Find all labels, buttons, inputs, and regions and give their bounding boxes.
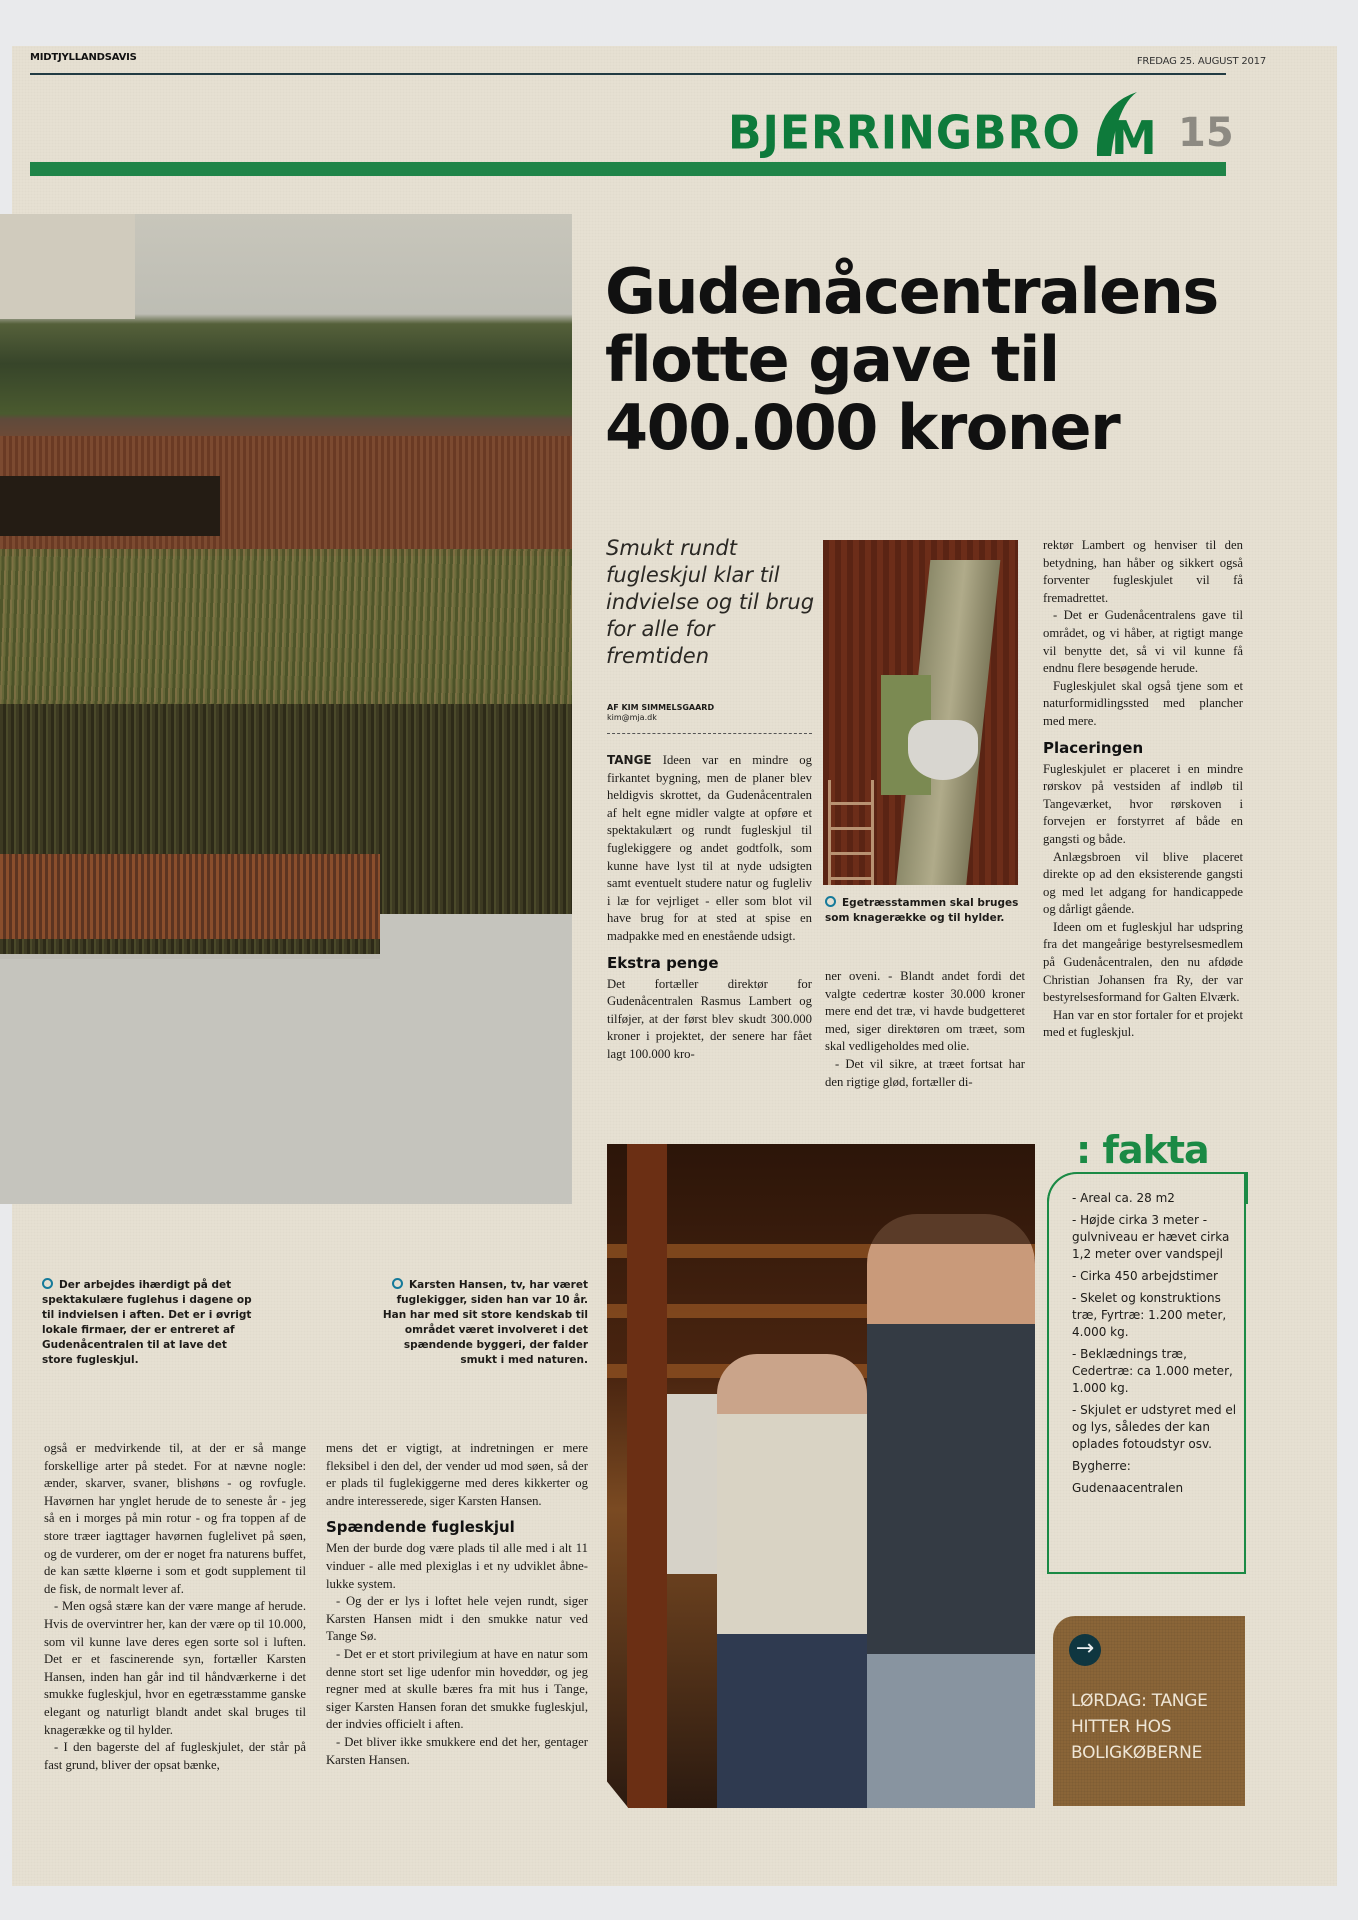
teaser-text[interactable]: LØRDAG: TANGE HITTER HOS BOLIGKØBERNE (1071, 1691, 1208, 1763)
oak-trunk-photo (823, 540, 1018, 885)
deck-subtitle: Smukt rundt fugleskjul klar til indvielse og til brug for alle for fremtiden (606, 536, 815, 668)
svg-text:M: M (1111, 111, 1157, 160)
headline: Gudenåcentralens flotte gave til 400.000 kroner (605, 255, 1218, 464)
main-photo-caption: Der arbejdes ihærdigt på det spektakulære fuglehus i dagene op til indvielsen i aften. Det er i øvrigt lokale firmaer, der er entreret af Gudenåcentralen til at lave det store fugleskjul. (42, 1279, 252, 1366)
article-column-1: TANGE Ideen var en mindre og firkantet bygning, men de planer blev heldigvis skrottet, da Gudenåcentralen af helt egne midler valgte at opføre et spektakulært og rundt fugleskjul til fuglekiggere og andet godtfolk, som kunne have lyst til at nyde udsigten samt eventuelt studere natur og fugleliv i læ for vejrliget - eller som blot vil have brug for at sted at spise en madpakke med en enestående udsigt. Ekstra penge Det fortæller direktør for Gudenåcentralen Rasmus Lambert og tilføjer, at der først blev skudt 300.000 kroner i projektet, der senere har fået lagt 100.000 kro- (607, 753, 812, 1061)
arrow-right-icon[interactable]: → (1069, 1634, 1101, 1666)
fakta-item: - Skjulet er udstyret med el og lys, således der kan oplades fotoudstyr osv. (1072, 1403, 1237, 1451)
subhead-spaendende-fugleskjul: Spændende fugleskjul (326, 1518, 515, 1537)
lower-column-1: også er medvirkende til, at der er så mange forskellige arter på stedet. For at nævne nogle: ænder, skarver, svaner, blishøns - og rovfugle. Havørnen har ynglet herude de to seneste år - jeg så en i morges på min rotur - og fra toppen af de store træer iagttager havørnen fuglelivet på søen, og de vurderer, om der er noget fra naturens buffet, de kan sætte kløerne i som et godt supplement til de fisk, de normalt lever af. - Men også stære kan der være mange af herude. Hvis de overvintrer her, kan der være op til 10.000, som vil kunne lave deres egen sorte sol i luften. Det er et fascinerende syn, fortæller Karsten Hansen, inden han går ind til håndværkerne i det smukke fugleskjul, hvor en egetræsstamme ganske elegant og naturligt blandt andet skal bruges til knagerække og til hylder. - I den bagerste del af fugleskjulet, der står på fast grund, bliver der opsat bænke, (44, 1441, 306, 1772)
fakta-item: - Areal ca. 28 m2 (1072, 1191, 1175, 1205)
byline-email[interactable]: kim@mja.dk (607, 713, 657, 722)
tree-photo-caption: Egetræsstammen skal bruges som knagerække og til hylder. (825, 897, 1019, 924)
page-number: 15 (1178, 110, 1234, 156)
paper-name: MIDTJYLLANDSAVIS (30, 52, 137, 63)
section-title: BJERRINGBRO (728, 106, 1081, 161)
top-rule (30, 73, 1226, 75)
bird-hide-lake-photo (0, 214, 572, 1204)
people-photo-caption: Karsten Hansen, tv, har været fuglekigger, siden han var 10 år. Han har med sit store kendskab til området været involveret i det spændende byggeri, der falder smukt i med naturen. (382, 1279, 588, 1366)
fakta-list (1072, 1190, 1237, 1502)
dateline: TANGE (607, 753, 652, 767)
midtjyllands-logo-icon (1087, 86, 1157, 160)
subhead-ekstra-penge: Ekstra penge (607, 953, 719, 972)
byline-author: AF KIM SIMMELSGAARD (607, 703, 715, 712)
fakta-item: Bygherre: (1072, 1459, 1131, 1473)
karsten-hansen-photo (607, 1144, 1035, 1808)
byline (607, 703, 714, 723)
caption-bullet-icon (392, 1278, 403, 1289)
fakta-title: : fakta (1076, 1128, 1209, 1172)
fakta-item: - Beklædnings træ, Cedertræ: ca 1.000 meter, 1.000 kg. (1072, 1347, 1233, 1395)
article-column-2: ner oveni. - Blandt andet fordi det valgte cedertræ koster 30.000 kroner mere end det træ, vi havde budgetteret med, siger direktøren om træet, som skal vedligeholdes med olie. - Det vil sikre, at træet fortsat har den rigtige glød, fortæller di- (825, 969, 1025, 1089)
issue-date: FREDAG 25. AUGUST 2017 (1136, 56, 1266, 67)
fakta-item: - Cirka 450 arbejdstimer (1072, 1269, 1218, 1283)
fakta-item: Gudenaacentralen (1072, 1481, 1184, 1495)
article-column-3: rektør Lambert og henviser til den betydning, han håber og sikkert også forventer fugleskjulet vil få fremadrettet. - Det er Gudenåcentralens gave til området, og vi håber, at rigtigt mange vil benytte det, så vi vil kunne få endnu flere besøgende herude. Fugleskjulet skal også tjene som et naturformidlingssted med plancher med mere. Placeringen Fugleskjulet er placeret i en mindre rørskov på vestsiden af indløb til Tangeværket, hvor rørskoven i forvejen er forstyrret af både en gangsti og både. Anlægsbroen vil blive placeret direkte op ad den eksisterende gangsti og med let adgang for handicappede og dårligt gående. Ideen om et fugleskjul har udspring fra det mangeårige bestyrelsesmedlem på Gudenåcentralen, den nu afdøde Christian Johansen fra Ry, der var bestyrelsesformand for Galten Elværk. Han var en stor fortaler for et projekt med et fugleskjul. (1043, 538, 1243, 1040)
caption-bullet-icon (42, 1278, 53, 1289)
subhead-placeringen: Placeringen (1043, 738, 1144, 757)
fakta-item: - Højde cirka 3 meter - gulvniveau er hævet cirka 1,2 meter over vandspejl (1072, 1213, 1230, 1261)
byline-divider (607, 733, 812, 734)
caption-bullet-icon (825, 896, 836, 907)
section-bar (30, 162, 1226, 176)
lower-column-2: mens det er vigtigt, at indretningen er mere fleksibel i den del, der vender ud mod søen, så der er plads til fuglekiggerne med deres kikkerter og andre interesserede, siger Karsten Hansen. Spændende fugleskjul Men der burde dog være plads til alle med i alt 11 vinduer - alle med plexiglas i et ny udviklet åbne-lukke system. - Og der er lys i loftet hele vejen rundt, siger Karsten Hansen midt i den smukke natur ved Tange Sø. - Det er et stort privilegium at have en natur som denne stort set lige udenfor min hoveddør, og jeg regner med at skulle bæres fra mit hus i Tange, siger Karsten Hansen foran det smukke fugleskjul, der indvies officielt i aften. - Det bliver ikke smukkere end det her, gentager Karsten Hansen. (326, 1441, 588, 1767)
fakta-item: - Skelet og konstruktions træ, Fyrtræ: 1.200 meter, 4.000 kg. (1072, 1291, 1227, 1339)
